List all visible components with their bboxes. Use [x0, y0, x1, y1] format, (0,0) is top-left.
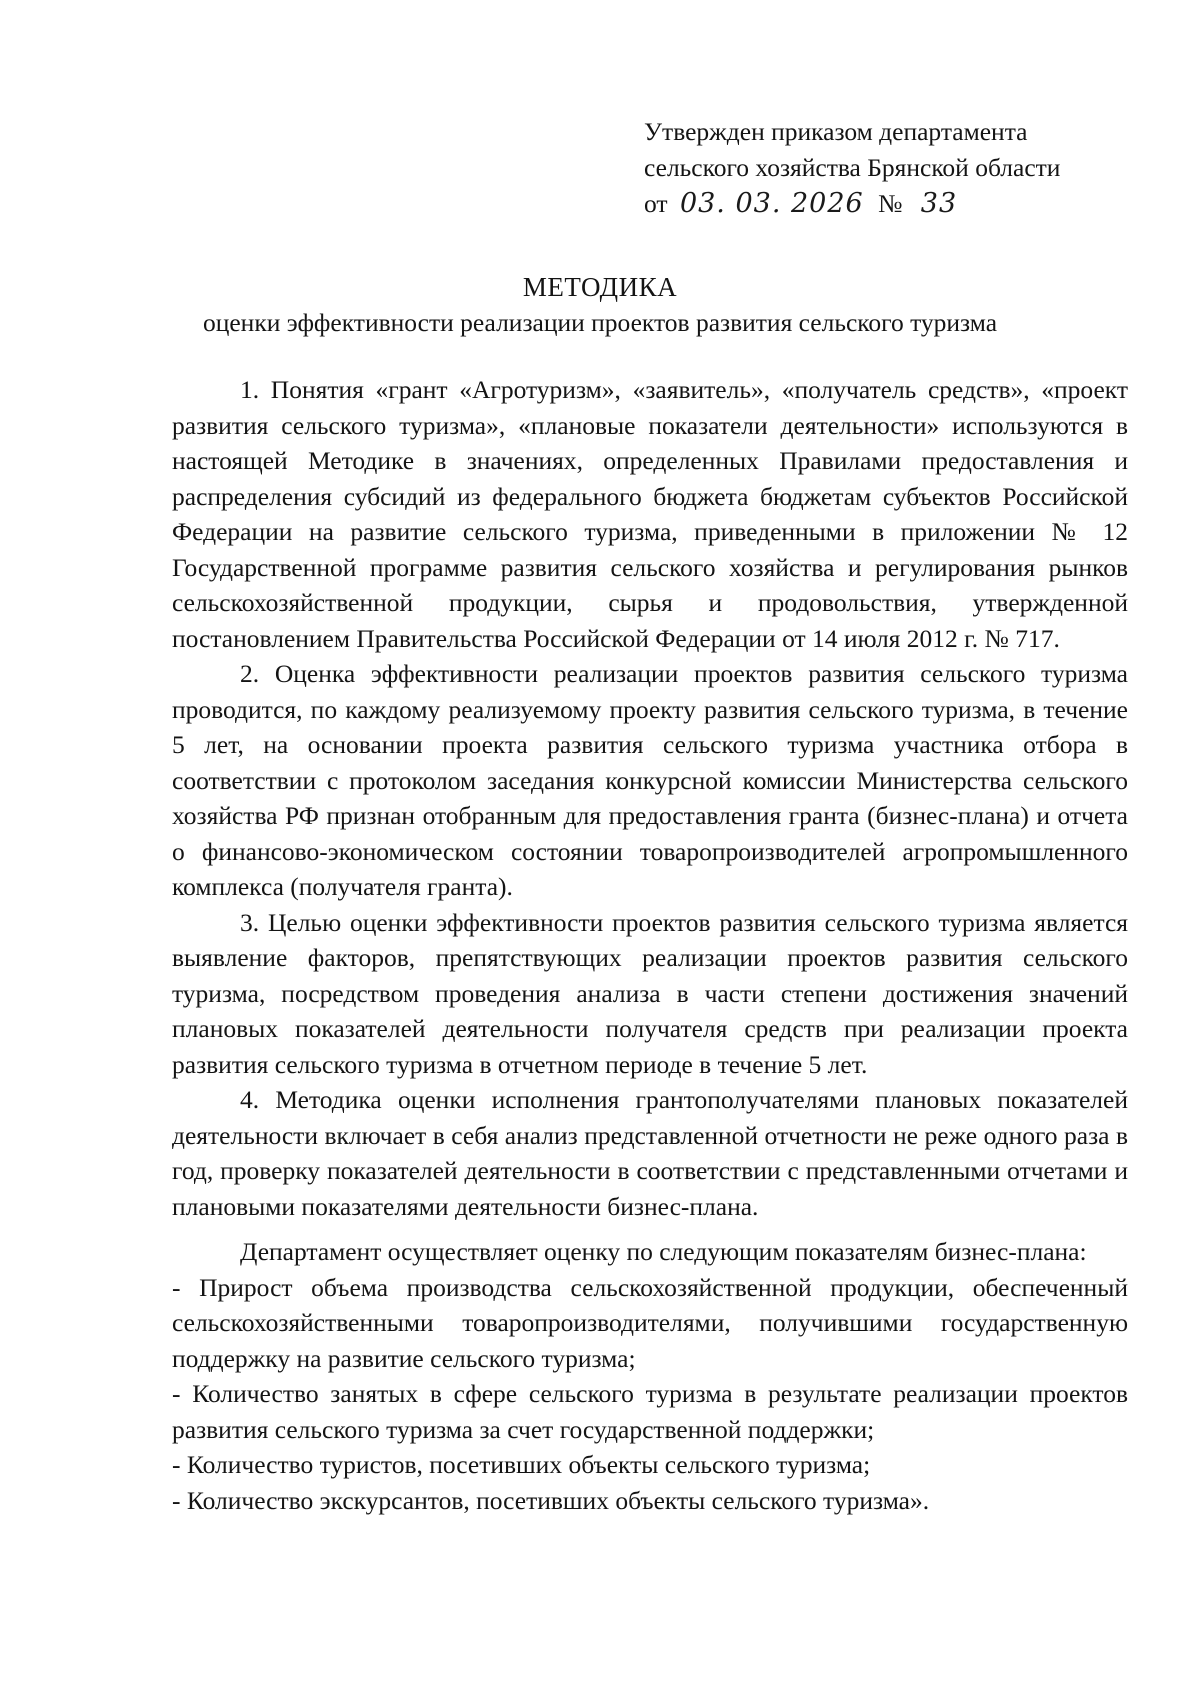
indicator-item: - Количество занятых в сфере сельского туризма в результате реализации проектов развития сельского туризма за счет государственной поддержки; — [172, 1379, 1128, 1444]
paragraph-4: 4. Методика оценки исполнения грантополучателями плановых показателей деятельности включает в себя анализ представленной отчетности не реже одного раза в год, проверку показателей деятельности в соответствии с представленными отчетами и плановыми показателями деятельности бизнес-плана. — [172, 1085, 1128, 1221]
document-title: МЕТОДИКА — [522, 272, 678, 302]
document-subtitle: оценки эффективности реализации проектов развития сельского туризма — [202, 308, 998, 337]
paragraph-department: Департамент осуществляет оценку по следующим показателям бизнес-плана: — [240, 1237, 1087, 1266]
handwritten-order-number: 33 — [920, 188, 958, 219]
paragraph-2: 2. Оценка эффективности реализации проектов развития сельского туризма проводится, по каждому реализуемому проекту развития сельского туризма, в течение 5 лет, на основании проекта развития сельского туризма участника отбора в соответствии с протоколом заседания конкурсной комиссии Министерства сельского хозяйства РФ признан отобранным для предоставления гранта (бизнес-плана) и отчета о финансово-экономическом состоянии товаропроизводителей агропромышленного комплекса (получателя гранта). — [172, 659, 1128, 901]
paragraph-3: 3. Целью оценки эффективности проектов развития сельского туризма является выявление факторов, препятствующих реализации проектов развития сельского туризма, посредством проведения анализа в части степени достижения значений плановых показателей деятельности получателя средств при реализации проекта развития сельского туризма в отчетном периоде в течение 5 лет. — [172, 907, 1128, 1079]
approval-stamp-block — [644, 114, 1124, 222]
indicator-item: - Количество туристов, посетивших объекты сельского туризма; — [172, 1450, 871, 1479]
indicator-item: - Прирост объема производства сельскохозяйственной продукции, обеспеченный сельскохозяйственными товаропроизводителями, получившими государственную поддержку на развитие сельского туризма; — [172, 1272, 1128, 1373]
number-label: № — [878, 189, 903, 218]
from-label: от — [644, 189, 668, 218]
handwritten-date: 03. 03. 2026 — [679, 188, 864, 219]
paragraph-1: 1. Понятия «грант «Агротуризм», «заявитель», «получатель средств», «проект развития сельского туризма», «плановые показатели деятельности» используются в настоящей Методике в значениях, определенных Правилами предоставления и распределения субсидий из федерального бюджета бюджетам субъектов Российской Федерации на развитие сельского туризма, приведенными в приложении № 12 Государственной программе развития сельского хозяйства и регулирования рынков сельскохозяйственной продукции, сырья и продовольствия, утвержденной постановлением Правительства Российской Федерации от 14 июля 2012 г. № 717. — [172, 375, 1128, 653]
indicator-item: - Количество экскурсантов, посетивших объекты сельского туризма». — [172, 1485, 930, 1515]
document-body — [172, 372, 1128, 1518]
approval-line-1: Утвержден приказом департамента — [644, 117, 1028, 146]
approval-date-line — [644, 186, 1124, 222]
approval-line-2: сельского хозяйства Брянской области — [644, 153, 1061, 182]
